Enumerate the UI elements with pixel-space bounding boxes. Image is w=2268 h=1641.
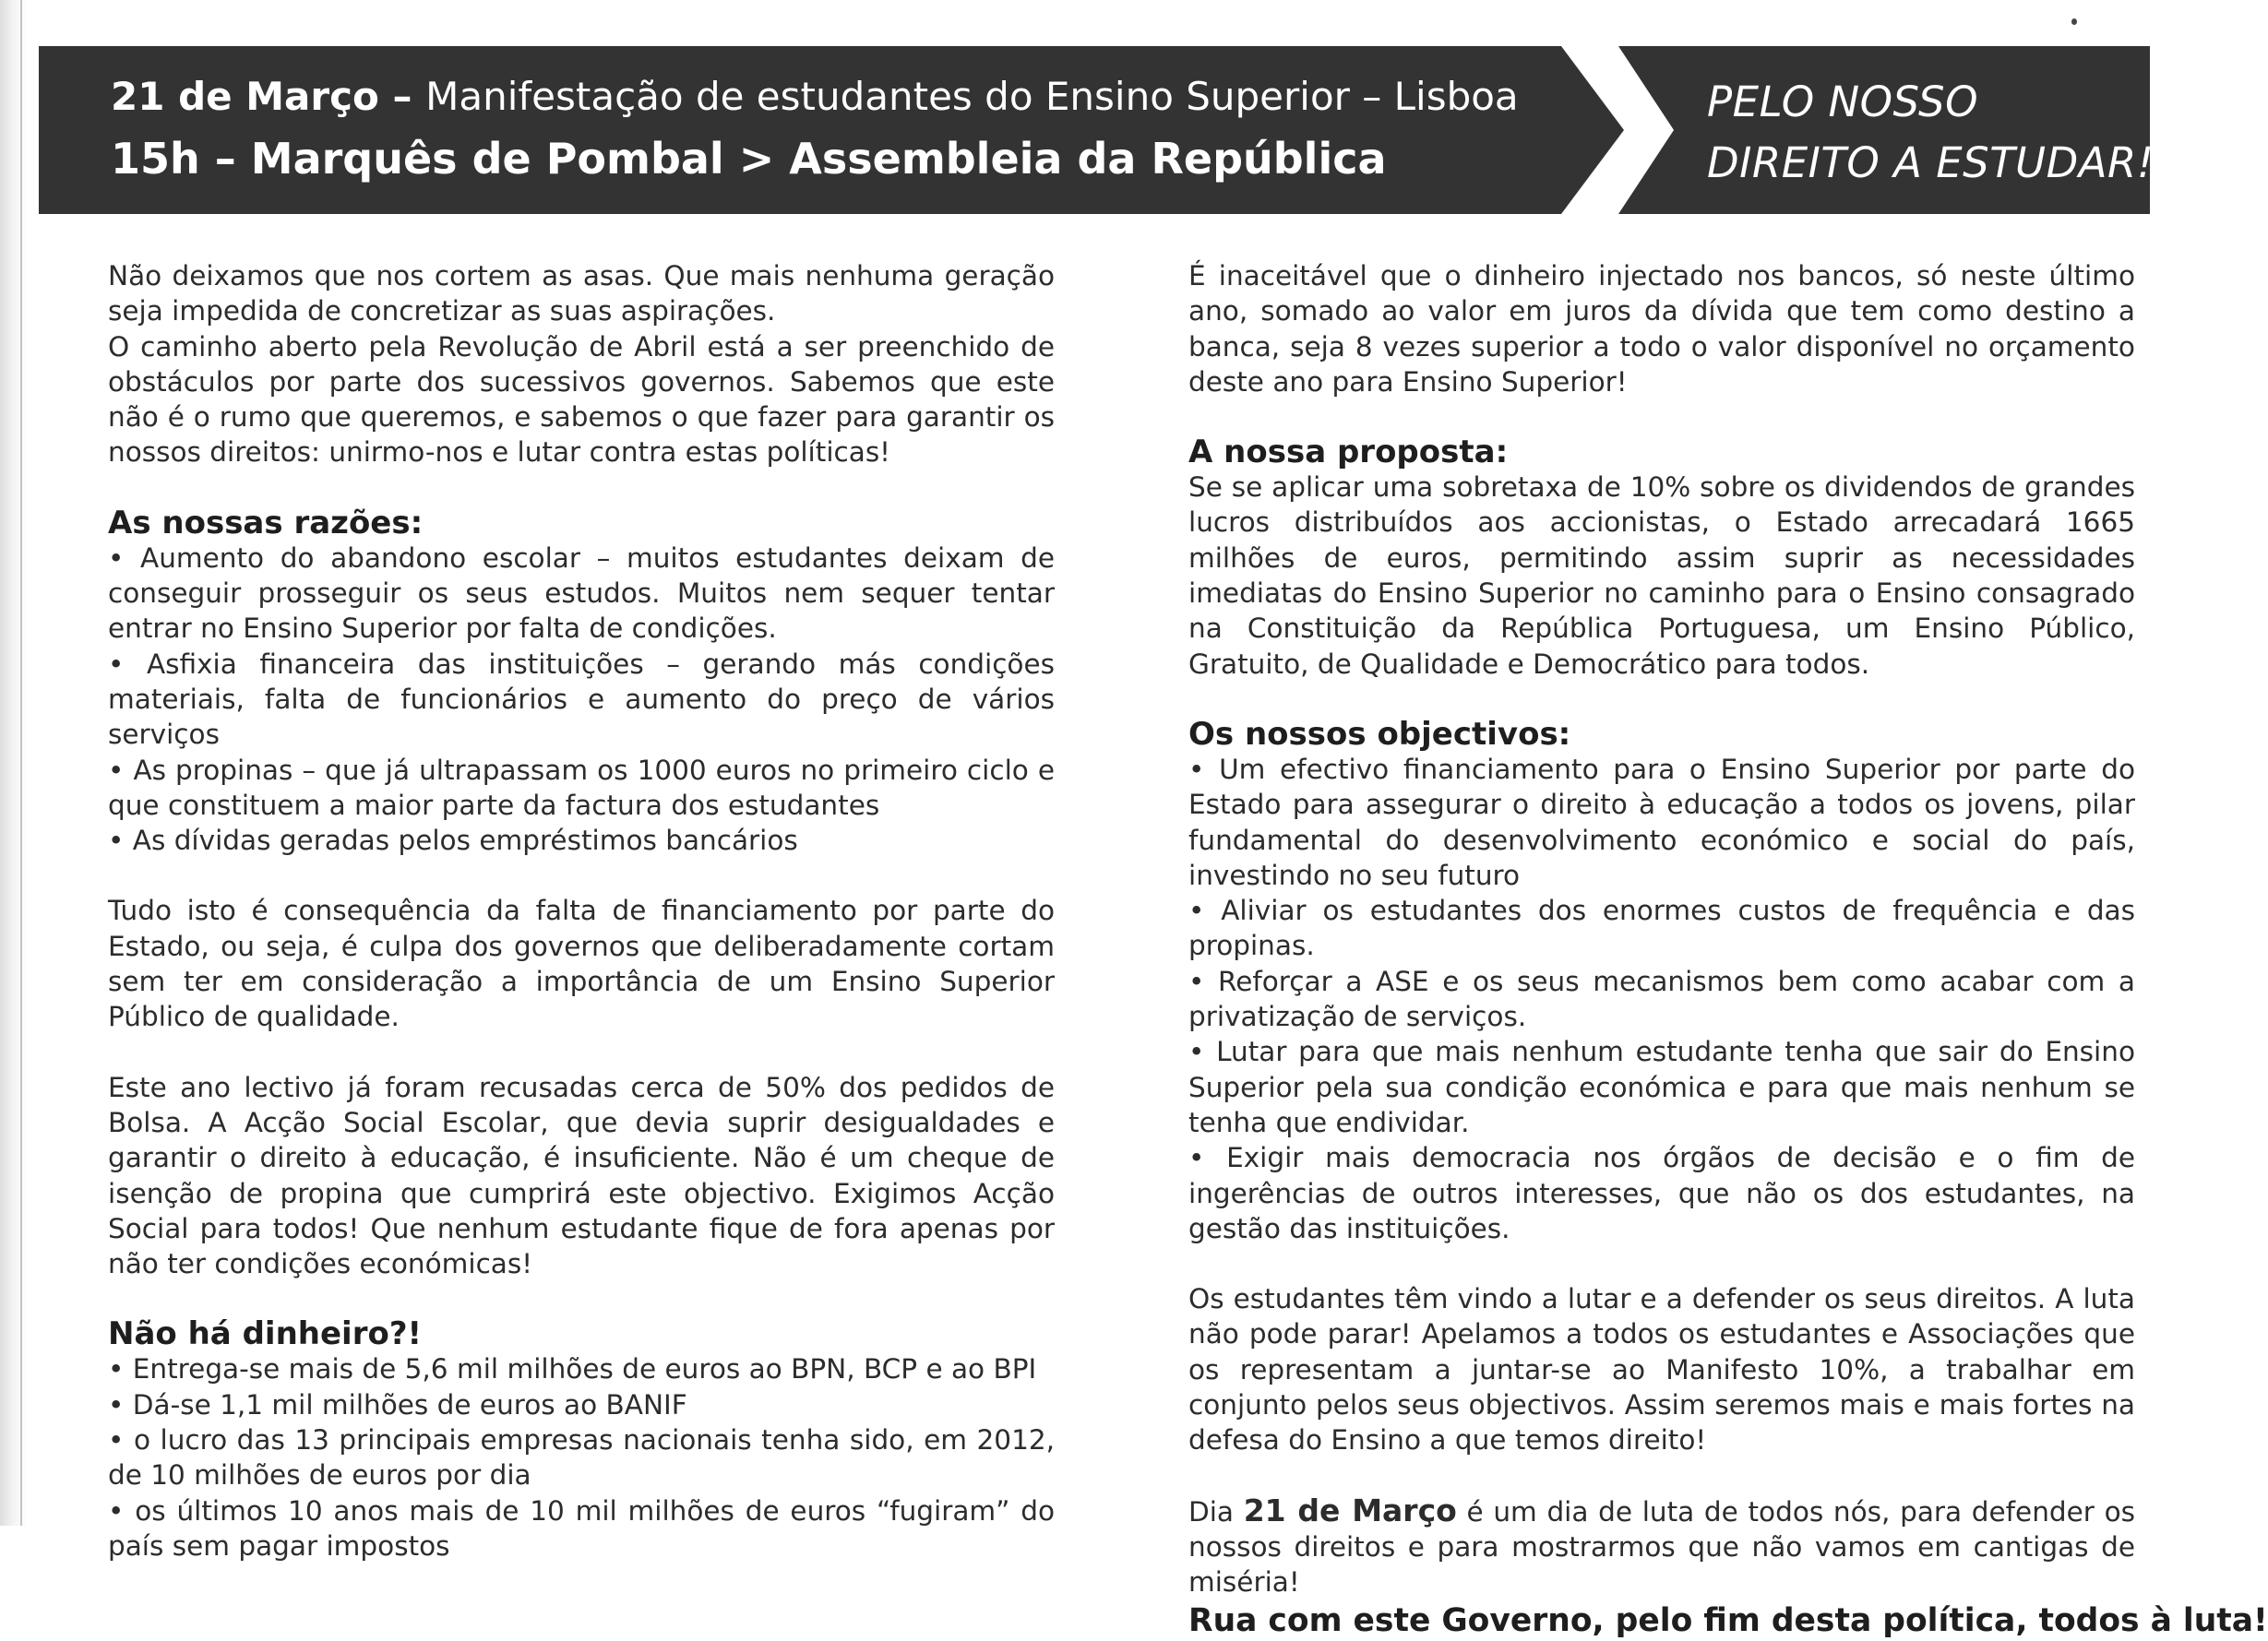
banks-paragraph: É inaceitável que o dinheiro injectado nos bancos, só neste último ano, somado ao valor em juros da dívida que tem como destino a banca, seja 8 vezes superior a todo o valor disponível no orçamento deste ano para Ensino Superior!	[1188, 260, 2135, 398]
slogan-line-2: DIREITO A ESTUDAR!	[1707, 138, 2155, 187]
list-item: • Aliviar os estudantes dos enormes custos de frequência e das propinas.	[1188, 893, 2135, 964]
scan-margin	[0, 0, 28, 1526]
banner-route-line	[111, 127, 1587, 190]
closing-text: é um dia de luta de todos nós, para defender os nossos direitos e para mostrarmos que não vamos em cantigas de miséria!	[1188, 1495, 2135, 1599]
banner-dash: –	[378, 74, 426, 119]
list-item: • Asfixia financeira das instituições – gerando más condições materiais, falta de funcionários e aumento do preço de vários serviços	[108, 647, 1055, 753]
money-heading: Não há dinheiro?!	[108, 1315, 423, 1353]
consequence-paragraph: Tudo isto é consequência da falta de financiamento por parte do Estado, ou seja, é culpa dos governos que deliberadamente cortam sem ter em consideração a importância de um Ensino Superior Público de qualidade.	[108, 895, 1055, 1033]
closing-date: 21 de Março	[1243, 1492, 1457, 1528]
scan-speck	[2071, 18, 2077, 25]
intro-paragraph-1: Não deixamos que nos cortem as asas. Que mais nenhuma geração seja impedida de concretizar as suas aspirações.	[108, 260, 1055, 327]
list-item: • Lutar para que mais nenhum estudante tenha que sair do Ensino Superior pela sua condição económica e para que mais nenhum se tenha que endividar.	[1188, 1034, 2135, 1140]
list-item: • Aumento do abandono escolar – muitos estudantes deixam de conseguir prosseguir os seus estudos. Muitos nem sequer tentar entrar no Ensino Superior por falta de condições.	[108, 541, 1055, 647]
banner-time: 15h	[111, 134, 200, 184]
list-item: • Exigir mais democracia nos órgãos de decisão e o fim de ingerências de outros interesses, que não os dos estudantes, na gestão das instituições.	[1188, 1140, 2135, 1246]
list-item: • As propinas – que já ultrapassam os 1000 euros no primeiro ciclo e que constituem a maior parte da factura dos estudantes	[108, 753, 1055, 824]
list-item: • os últimos 10 anos mais de 10 mil milhões de euros “fugiram” do país sem pagar impostos	[108, 1493, 1055, 1564]
proposal-paragraph: Se se aplicar uma sobretaxa de 10% sobre os dividendos de grandes lucros distribuídos aos accionistas, o Estado arrecadará 1665 milhões de euros, permitindo assim suprir as necessidades imediatas do Ensino Superior no caminho para o Ensino consagrado na Constituição da República Portuguesa, um Ensino Público, Gratuito, de Qualidade e Democrático para todos.	[1188, 471, 2135, 680]
list-item: • Entrega-se mais de 5,6 mil milhões de euros ao BPN, BCP e ao BPI	[108, 1351, 1055, 1386]
intro-paragraph-2: O caminho aberto pela Revolução de Abril está a ser preenchido de obstáculos por parte dos sucessivos governos. Sabemos que este não é o rumo que queremos, e sabemos o que fazer para garantir os nossos direitos: unirmo-nos e lutar contra estas políticas!	[108, 330, 1055, 469]
reasons-heading: As nossas razões:	[108, 504, 424, 541]
list-item: • Dá-se 1,1 mil milhões de euros ao BANIF	[108, 1387, 1055, 1422]
closing-paragraph	[1188, 1493, 2135, 1600]
list-item: • As dívidas geradas pelos empréstimos bancários	[108, 823, 1055, 858]
struggle-paragraph: Os estudantes têm vindo a lutar e a defender os seus direitos. A luta não pode parar! Apelamos a todos os estudantes e Associações que os representam a juntar-se ao Manifesto 10%, a trabalhar em conjunto pelos seus objectivos. Assim seremos mais e mais fortes na defesa do Ensino a que temos direito!	[1188, 1283, 2135, 1457]
closing-prefix: Dia	[1188, 1495, 1244, 1528]
right-column	[1188, 258, 2268, 1641]
banner-event-line	[111, 66, 1587, 127]
final-call: Rua com este Governo, pelo fim desta política, todos à luta!	[1188, 1601, 2268, 1639]
banner-dash: –	[199, 134, 251, 184]
banner-route: Marquês de Pombal > Assembleia da República	[250, 134, 1387, 184]
banner-slogan	[1707, 72, 2168, 194]
banner-title	[111, 66, 1587, 190]
proposal-heading: A nossa proposta:	[1188, 434, 1509, 471]
banner-event: Manifestação de estudantes do Ensino Superior – Lisboa	[425, 74, 1519, 119]
header-banner	[39, 46, 2155, 214]
list-item: • Reforçar a ASE e os seus mecanismos bem como acabar com a privatização de serviços.	[1188, 964, 2135, 1035]
list-item: • Um efectivo financiamento para o Ensino Superior por parte do Estado para assegurar o direito à educação a todos os jovens, pilar fundamental do desenvolvimento económico e social do país, investindo no seu futuro	[1188, 752, 2135, 893]
reasons-list	[108, 541, 1055, 859]
objectives-heading: Os nossos objectivos:	[1188, 715, 1571, 753]
bolsa-paragraph: Este ano lectivo já foram recusadas cerca de 50% dos pedidos de Bolsa. A Acção Social Escolar, que devia suprir desigualdades e garantir o direito à educação, é insuficiente. Não é um cheque de isenção de propina que cumprirá este objectivo. Exigimos Acção Social para todos! Que nenhum estudante fique de fora apenas por não ter condições económicas!	[108, 1071, 1055, 1280]
list-item: • o lucro das 13 principais empresas nacionais tenha sido, em 2012, de 10 milhões de euros por dia	[108, 1422, 1055, 1493]
scan-edge-line	[20, 0, 22, 1526]
objectives-list	[1188, 752, 2135, 1246]
slogan-line-1: PELO NOSSO	[1707, 77, 1979, 126]
left-column	[108, 258, 1055, 1564]
money-list	[108, 1351, 1055, 1564]
banner-date: 21 de Março	[111, 74, 379, 119]
